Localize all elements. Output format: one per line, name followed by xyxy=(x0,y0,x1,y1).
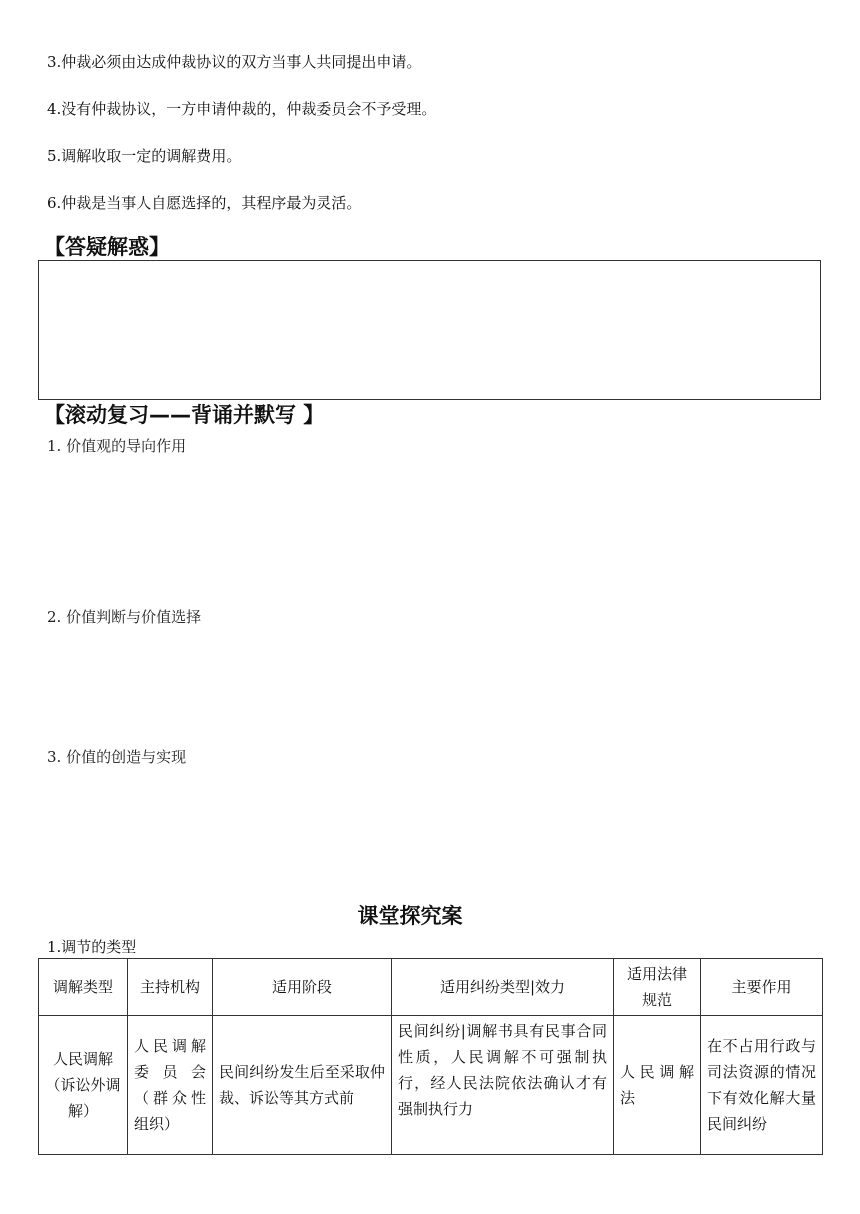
table-cell: 人民调解法 xyxy=(614,1016,701,1155)
table-cell: 民间纠纷发生后至采取仲裁、诉讼等其方式前 xyxy=(213,1016,392,1155)
header-cell: 主持机构 xyxy=(128,959,213,1016)
header-cell: 主要作用 xyxy=(701,959,823,1016)
qa-answer-box[interactable] xyxy=(38,260,821,400)
table-header-row xyxy=(39,959,823,1016)
header-cell: 适用纠纷类型|效力 xyxy=(392,959,614,1016)
table-cell: 在不占用行政与司法资源的情况下有效化解大量民间纠纷 xyxy=(701,1016,823,1155)
statement-6: 6.仲裁是当事人自愿选择的，其程序最为灵活。 xyxy=(47,194,362,212)
qa-heading: 【答疑解惑】 xyxy=(44,235,170,259)
statement-5: 5.调解收取一定的调解费用。 xyxy=(47,147,242,165)
table-cell: 民间纠纷|调解书具有民事合同性质，人民调解不可强制执行，经人民法院依法确认才有强制执行力 xyxy=(392,1016,614,1155)
table-cell: 人民调解委员会（群众性组织） xyxy=(128,1016,213,1155)
statement-4: 4.没有仲裁协议，一方申请仲裁的，仲裁委员会不予受理。 xyxy=(47,100,437,118)
header-cell: 调解类型 xyxy=(39,959,128,1016)
table-cell: 人民调解（诉讼外调解） xyxy=(39,1016,128,1155)
statement-3: 3.仲裁必须由达成仲裁协议的双方当事人共同提出申请。 xyxy=(47,53,422,71)
section-title: 课堂探究案 xyxy=(357,904,463,928)
header-cell: 适用法律规范 xyxy=(614,959,701,1016)
review-heading: 【滚动复习——背诵并默写 】 xyxy=(44,403,325,427)
review-item-2: 2. 价值判断与价值选择 xyxy=(47,608,202,626)
mediation-types-table xyxy=(38,958,823,1155)
table-row xyxy=(39,1016,823,1155)
table-caption: 1.调节的类型 xyxy=(47,938,137,956)
header-cell: 适用阶段 xyxy=(213,959,392,1016)
review-item-3: 3. 价值的创造与实现 xyxy=(47,748,187,766)
review-item-1: 1. 价值观的导向作用 xyxy=(47,437,187,455)
